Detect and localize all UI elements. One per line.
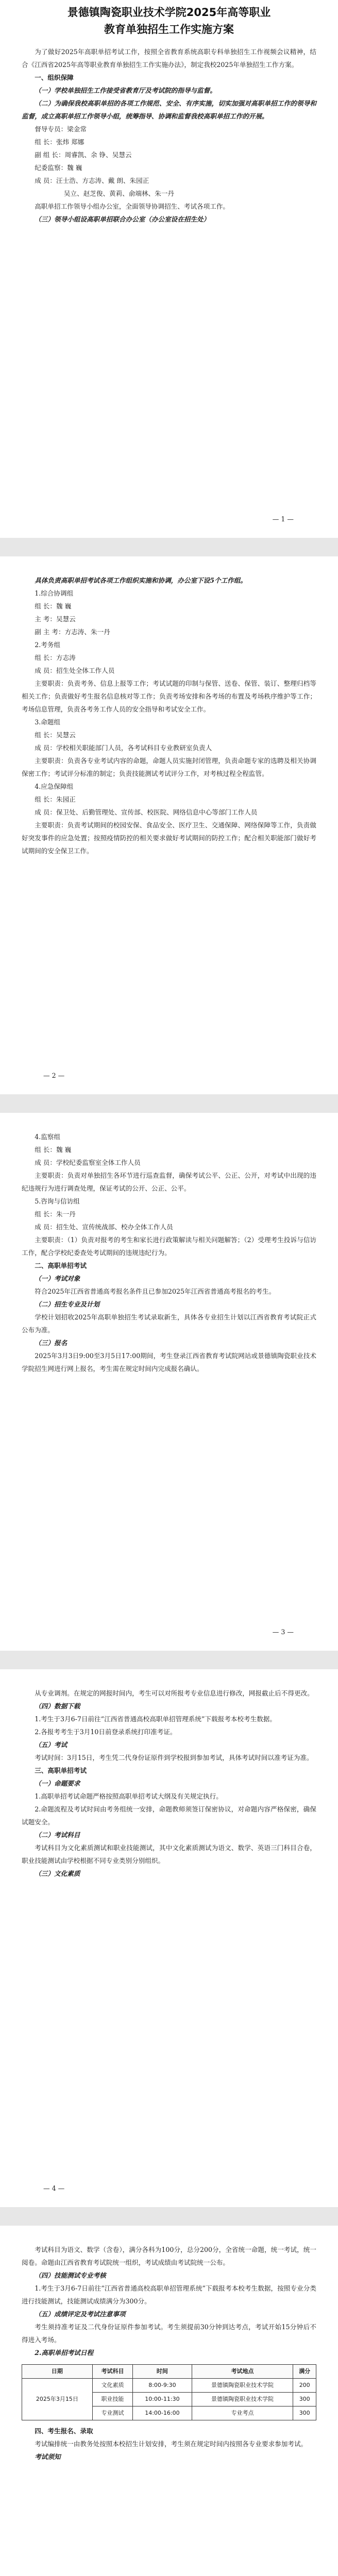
group-member: 成 员：招生处、宣传统战部、校办全体工作人员 (35, 1223, 173, 1231)
table-cell: 2025年3月15日 (22, 2379, 93, 2420)
table-cell: 10:00-11:30 (133, 2393, 192, 2406)
page-2 (0, 556, 338, 1094)
table-cell: 300 (293, 2406, 316, 2420)
members-line: 成 员：汪士浩、方志涛、戴 朗、朱园正 (35, 177, 149, 184)
group-leader: 组 长：朱一丹 (35, 1210, 76, 1218)
leader-line: 督导专员：梁金常 (35, 125, 87, 133)
section-heading: 一、组织保障 (35, 74, 74, 81)
title-line-2: 教育单独招生工作实施方案 (104, 23, 234, 36)
group-leader: 组 长：朱园正 (35, 795, 76, 803)
group-members: 副 主 考：方志涛、朱一丹 (35, 628, 110, 636)
subsection-heading: （一）考试对象 (35, 1275, 80, 1282)
group-duty: 主要职责：（1）负责对报考的考生和家长进行政策解读与相关问题解答；（2）受理考生投诉与信访工作，配合学校纪委查处考试期间的违规违纪行为。 (22, 1236, 316, 1257)
page-4 (0, 1669, 338, 2207)
table-cell: 专业测试 (92, 2406, 132, 2420)
office-line: 高职单招工作领导小组办公室，全面领导协调招生、考试各项工作。 (35, 202, 229, 210)
paragraph: 2025年3月3日9:00至3月5日17:00期间，考生登录江西省教育考试院网站或景德镇陶瓷职业技术学院招生网进行网上报名，考生需在规定时间内完成报名确认。 (22, 1352, 316, 1372)
table-header-row (22, 2365, 316, 2379)
paragraph: 考试科目为文化素质测试和职业技能测试，其中文化素质测试为语文、数学、英语三门科目合卷，职业技能测试由学校根据不同专业类别分别组织。 (22, 1844, 316, 1865)
group-leader: 组 长：方志涛 (35, 654, 76, 662)
document-title (22, 4, 316, 38)
subsection-heading: 2.高职单招考试日程 (35, 2349, 94, 2357)
vice-leaders-line: 副 组 长：周睿凯、余 铮、吴慧云 (35, 151, 132, 159)
table-cell: 景德镇陶瓷职业技术学院 (192, 2379, 293, 2393)
subsection-heading: （五）成绩评定及考试注意事项 (35, 2310, 126, 2318)
paragraph: 2.各报考考生于3月10日前登录系统打印准考证。 (35, 1728, 177, 1736)
subsection-heading: （五）考试 (35, 1741, 67, 1749)
paragraph: 具体负责高职单招考试各项工作组织实施和协调，办公室下设5个工作组。 (35, 577, 247, 584)
table-header-cell: 考试科目 (92, 2365, 132, 2379)
group-heading: 4.应急保障组 (35, 783, 74, 790)
subsection-heading: （四）数据下载 (35, 1702, 80, 1710)
vice-line: 组 长：张炜 郑娜 (35, 138, 84, 146)
table-cell: 200 (293, 2379, 316, 2393)
group-heading: 4.监察组 (35, 1133, 60, 1141)
group-duty: 主要职责：负责考务、信息上报等工作；考试试题的印制与保管、送卷、保管、装订、整理归档等相关工作；负责做好考生报名信息核对等工作；负责考场安排和各考场的布置及考场秩序维护等工作；考场信息管理，负责各考务工作人员的安全指导和考试安全工作。 (22, 680, 316, 713)
table-header-cell: 日期 (22, 2365, 93, 2379)
paragraph: 1.考生于3月6-7日前往“江西省普通高校高职单招管理系统”下载报考本校考生数据，按照专业分类进行技能测试，技能测试成绩满分为300分。 (22, 2284, 316, 2305)
page-gap (0, 538, 338, 556)
table-cell: 300 (293, 2393, 316, 2406)
group-heading: 1.综合协调组 (35, 589, 74, 597)
table-cell: 文化素质 (92, 2379, 132, 2393)
paragraph: 考生须持准考证及二代身份证原件参加考试。考生须提前30分钟到达考点，考试开始15分钟后不得进入考场。 (22, 2323, 316, 2344)
paragraph: 1.考生于3月6-7日前往“江西省普通高校高职单招管理系统”下载报考本校考生数据。 (35, 1715, 276, 1723)
group-leader: 组 长：吴慧云 (35, 731, 76, 739)
group-member: 成 员：学校相关职能部门人员，各考试科目专业教研室负责人 (35, 744, 212, 752)
table-header-cell: 时间 (133, 2365, 192, 2379)
subsection-heading: （四）技能测试专业考核 (35, 2272, 106, 2279)
page-gap (0, 1651, 338, 1669)
table-cell: 专业考点 (192, 2406, 293, 2420)
group-heading: 5.咨询与信访组 (35, 1197, 80, 1205)
paragraph: 符合2025年江西省普通高考报名条件且已参加2025年江西省普通高考报名的考生。 (35, 1287, 276, 1295)
group-member: 主 考：吴慧云 (35, 615, 76, 623)
group-heading: 3.命题组 (35, 718, 60, 726)
title-line-1: 景德镇陶瓷职业技术学院2025年高等职业 (67, 6, 271, 19)
paragraph: 学校计划招收2025年高职单独招生考试录取新生，具体各专业招生计划以江西省教育考试院正式公布为准。 (22, 1313, 316, 1334)
intro-paragraph: 为了做好2025年高职单招考试工作，按照全省教育系统高职专科单独招生工作视频会议精神，结合《江西省2025年高等职业教育单独招生工作实施办法》，制定我校2025年单独招生工作方案。 (22, 48, 316, 69)
table-row (22, 2379, 316, 2393)
subsection-heading: （三）文化素质 (35, 1870, 80, 1877)
members-line-2: 吴立、赵芝俊、黄莉、俞端林、朱一丹 (63, 190, 174, 197)
section-heading: 四、考生报名、录取 (35, 2427, 93, 2435)
group-leader: 组 长：魏 巍 (35, 602, 72, 610)
section-heading: 三、高职单招考试 (35, 1767, 87, 1774)
subsection-heading: （一）命题要求 (35, 1780, 80, 1787)
group-member: 成 员：学校纪委监察室全体工作人员 (35, 1159, 141, 1166)
subsection-heading: 考试须知 (35, 2453, 61, 2461)
table-cell: 职业技能 (92, 2393, 132, 2406)
table-cell: 8:00-9:30 (133, 2379, 192, 2393)
group-heading: 2.考务组 (35, 641, 60, 649)
page-3 (0, 1113, 338, 1651)
page-gap (0, 2207, 338, 2226)
page-number: — 3 — (272, 1628, 294, 1636)
page-number: — 1 — (272, 515, 294, 523)
subsection-heading: （一）学校单独招生工作接受省教育厅及考试院的指导与监督。 (35, 87, 216, 94)
page-number: — 2 — (43, 1072, 65, 1079)
subsection-heading: （二）考试科目 (35, 1831, 80, 1839)
table-cell: 14:00-16:00 (133, 2406, 192, 2420)
paragraph: 2.命题流程及考试时间由考务组统一安排，命题教师须签订保密协议，对命题内容严格保密，确保试题安全。 (22, 1805, 316, 1826)
exam-schedule-table (22, 2364, 316, 2420)
paragraph: 考试编排统一由教务处按照本校招生计划安排，考生须在规定时间内按照各专业要求参加考试。 (35, 2440, 308, 2448)
group-member: 成 员：保卫处、后勤管理处、宣传部、校医院、网络信息中心等部门工作人员 (35, 808, 258, 816)
page-1 (0, 0, 338, 538)
group-leader: 组 长：魏 巍 (35, 1146, 72, 1154)
group-duty: 主要职责：负责考试期间的校园安保、食品安全、医疗卫生、交通保障、网络保障等工作，负责做好突发事件的应急处置；按照疫情防控的相关要求做好考试期间的防控工作；配合相关职能部门做好考试期间的安全保卫工作。 (22, 821, 316, 855)
subsection-heading: （三）报名 (35, 1339, 67, 1347)
discipline-line: 纪委监察：魏 巍 (35, 164, 82, 172)
paragraph: 考试科目为语文、数学（含卷），满分各科为100分，总分200分，全省统一命题，统一考试，统一阅卷。命题由江西省教育考试院统一组织，考试成绩由考试院统一公布。 (22, 2246, 316, 2266)
page-gap (0, 1094, 338, 1113)
paragraph: 考试时间：3月15日，考生凭二代身份证原件到学校报到参加考试，具体考试时间以准考证为准。 (35, 1754, 313, 1761)
subsection-heading: （三）领导小组设高职单招联合办公室（办公室设在招生处） (35, 215, 210, 223)
group-duty: 主要职责：负责对单独招生各环节进行巡查监督，确保考试公平、公正、公开，对考试中出现的违纪违规行为进行调查处理，保证考试的公开、公正、公平。 (22, 1172, 316, 1192)
group-duty: 主要职责：负责各专业考试内容的命题，命题人员实施封闭管理，负责命题专家的选聘及相关协调保密工作；考试评分标准的制定；负责技能测试考试评分工作，对考核过程全程监管。 (22, 757, 316, 777)
paragraph: 从专业调剂。在规定的网报时间内，考生可以对所报考专业信息进行修改，网报截止后不得更改。 (35, 1689, 314, 1697)
table-header-cell: 满分 (293, 2365, 316, 2379)
table-cell: 景德镇陶瓷职业技术学院 (192, 2393, 293, 2406)
page-number: — 4 — (43, 2184, 65, 2192)
table-header-cell: 考试地点 (192, 2365, 293, 2379)
subsection-heading: （二）招生专业及计划 (35, 1300, 100, 1308)
section-heading: 二、高职单招考试 (35, 1262, 87, 1269)
paragraph: 1.高职单招考试命题严格按照高职单招考试大纲及有关规定执行。 (35, 1792, 223, 1800)
subsection-heading: （二）为确保我校高职单招的各项工作规范、安全、有序实施，切实加强对高职单招工作的领导和监督，成立高职单招工作领导小组，统筹指导、协调和监督我校高职单招工作的开展。 (22, 99, 316, 120)
page-5 (0, 2226, 338, 2576)
group-member: 成 员：招生处全体工作人员 (35, 667, 115, 674)
